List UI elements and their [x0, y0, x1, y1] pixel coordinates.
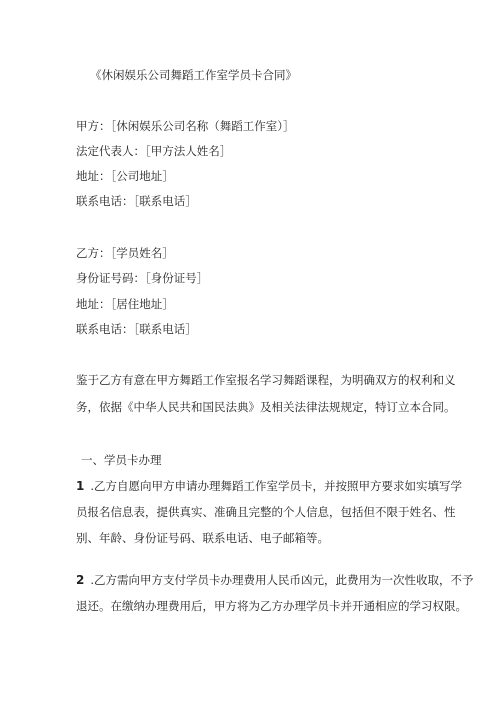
clause-1-line-3: 别、年龄、身份证号码、联系电话、电子邮箱等。 [76, 531, 329, 545]
clause-number: 1 [76, 479, 85, 493]
party-b-id-number: 身份证号码：［身份证号］ [76, 271, 209, 285]
section-heading: 一、学员卡办理 [81, 453, 162, 467]
clause-2-line-2: 退还。在缴纳办理费用后，甲方将为乙方办理学员卡并开通相应的学习权限。 [76, 599, 467, 613]
party-b-name: 乙方：［学员姓名］ [76, 246, 174, 260]
preamble-line-1: 鉴于乙方有意在甲方舞蹈工作室报名学习舞蹈课程，为明确双方的权利和义 [76, 373, 456, 387]
clause-1-line-2: 员报名信息表，提供真实、准确且完整的个人信息，包括但不限于姓名、性 [76, 505, 456, 519]
party-b-phone: 联系电话：［联系电话］ [76, 322, 197, 336]
preamble-line-2: 务，依据《中华人民共和国民法典》及相关法律法规规定，特订立本合同。 [76, 400, 456, 414]
clause-1-line-1 [76, 478, 462, 494]
clause-2-line-1 [76, 572, 474, 588]
party-b-address: 地址：［居住地址］ [76, 297, 174, 311]
clause-text: .乙方需向甲方支付学员卡办理费用人民币凶元，此费用为一次性收取，不予 [90, 573, 474, 587]
party-a-phone: 联系电话：［联系电话］ [76, 194, 197, 208]
party-a-representative: 法定代表人：［甲方法人姓名］ [76, 144, 232, 158]
party-a-address: 地址：［公司地址］ [76, 169, 174, 183]
party-a-name: 甲方：［休闲娱乐公司名称（舞蹈工作室）］ [76, 119, 295, 133]
document-title: 《休闲娱乐公司舞蹈工作室学员卡合同》 [90, 68, 297, 82]
clause-text: .乙方自愿向甲方申请办理舞蹈工作室学员卡，并按照甲方要求如实填写学 [90, 479, 463, 493]
clause-number: 2 [76, 573, 85, 587]
